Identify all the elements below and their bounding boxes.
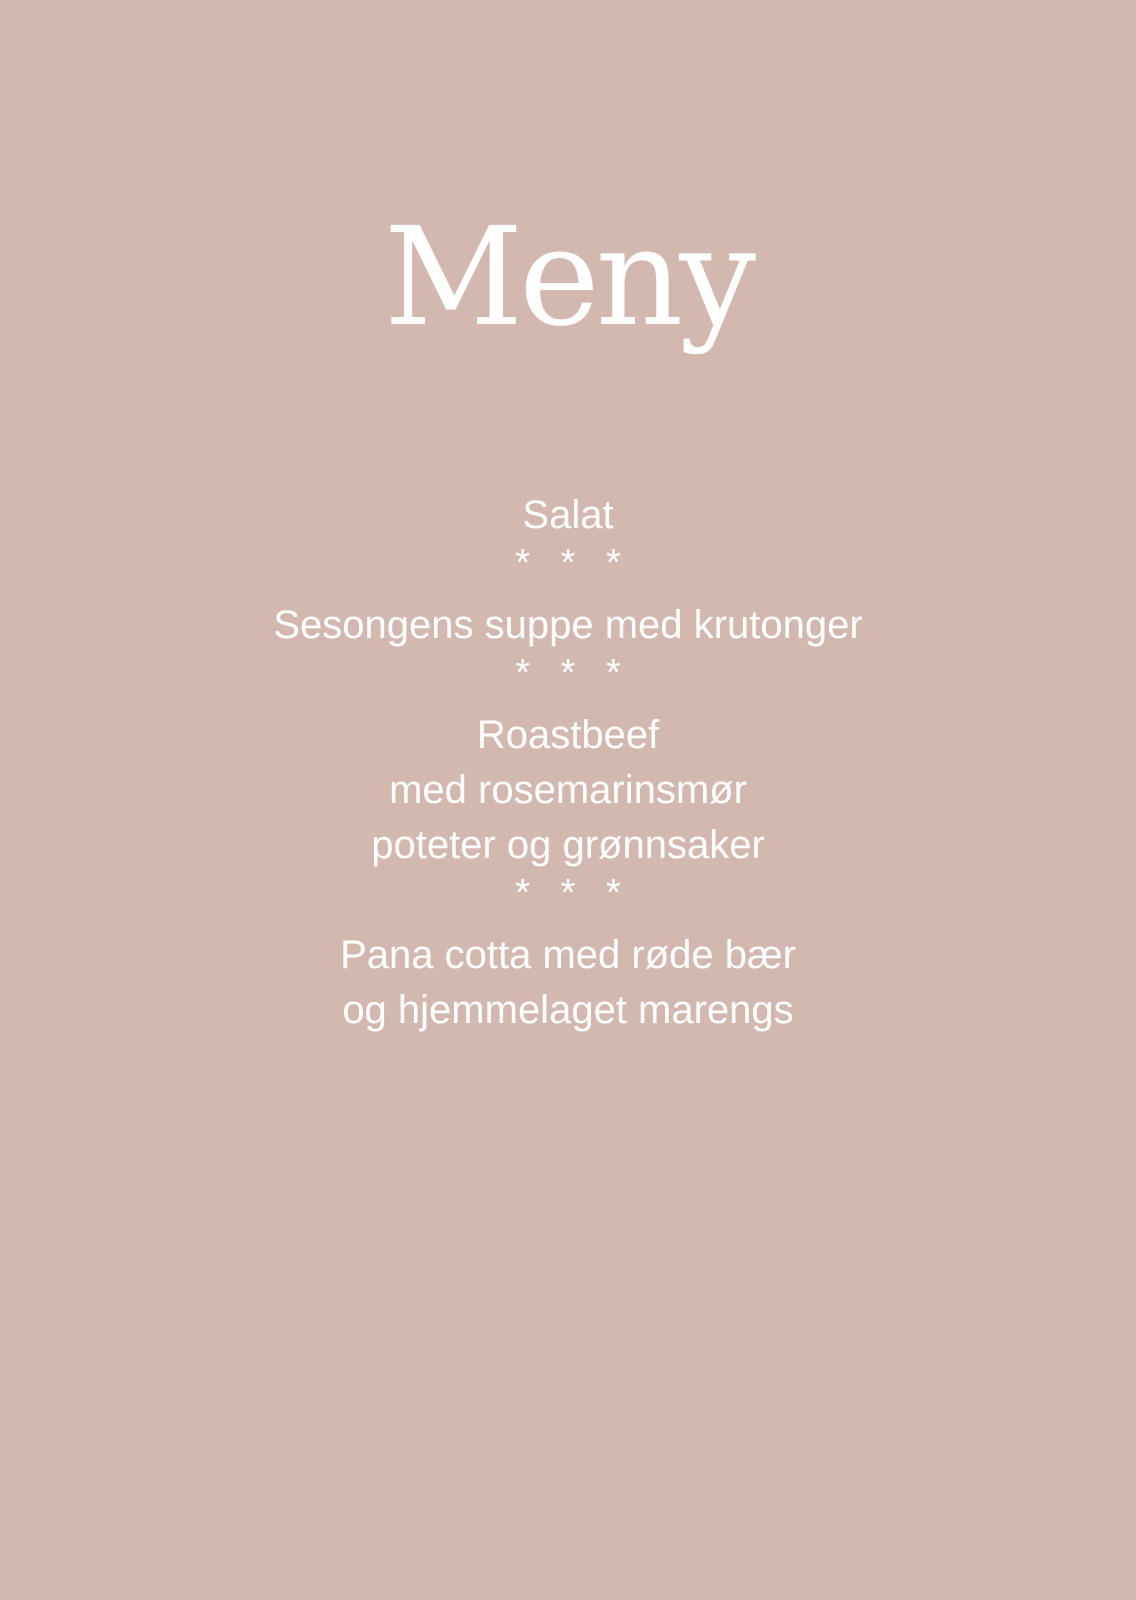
separator-3: * * * (515, 872, 631, 914)
course-dessert-line-1: Pana cotta med røde bær (340, 933, 796, 977)
separator-1: * * * (515, 542, 631, 584)
course-main-detail-1: med rosemarinsmør (389, 768, 747, 812)
course-soup: Sesongens suppe med krutonger (273, 603, 863, 647)
course-salad: Salat (522, 493, 614, 537)
separator-2: * * * (515, 652, 631, 694)
menu-title: Meny (383, 199, 753, 357)
course-list (0, 488, 1136, 1038)
course-main-title: Roastbeef (476, 713, 660, 757)
course-main-detail-2: poteter og grønnsaker (371, 823, 765, 867)
course-dessert-line-2: og hjemmelaget marengs (342, 988, 794, 1032)
